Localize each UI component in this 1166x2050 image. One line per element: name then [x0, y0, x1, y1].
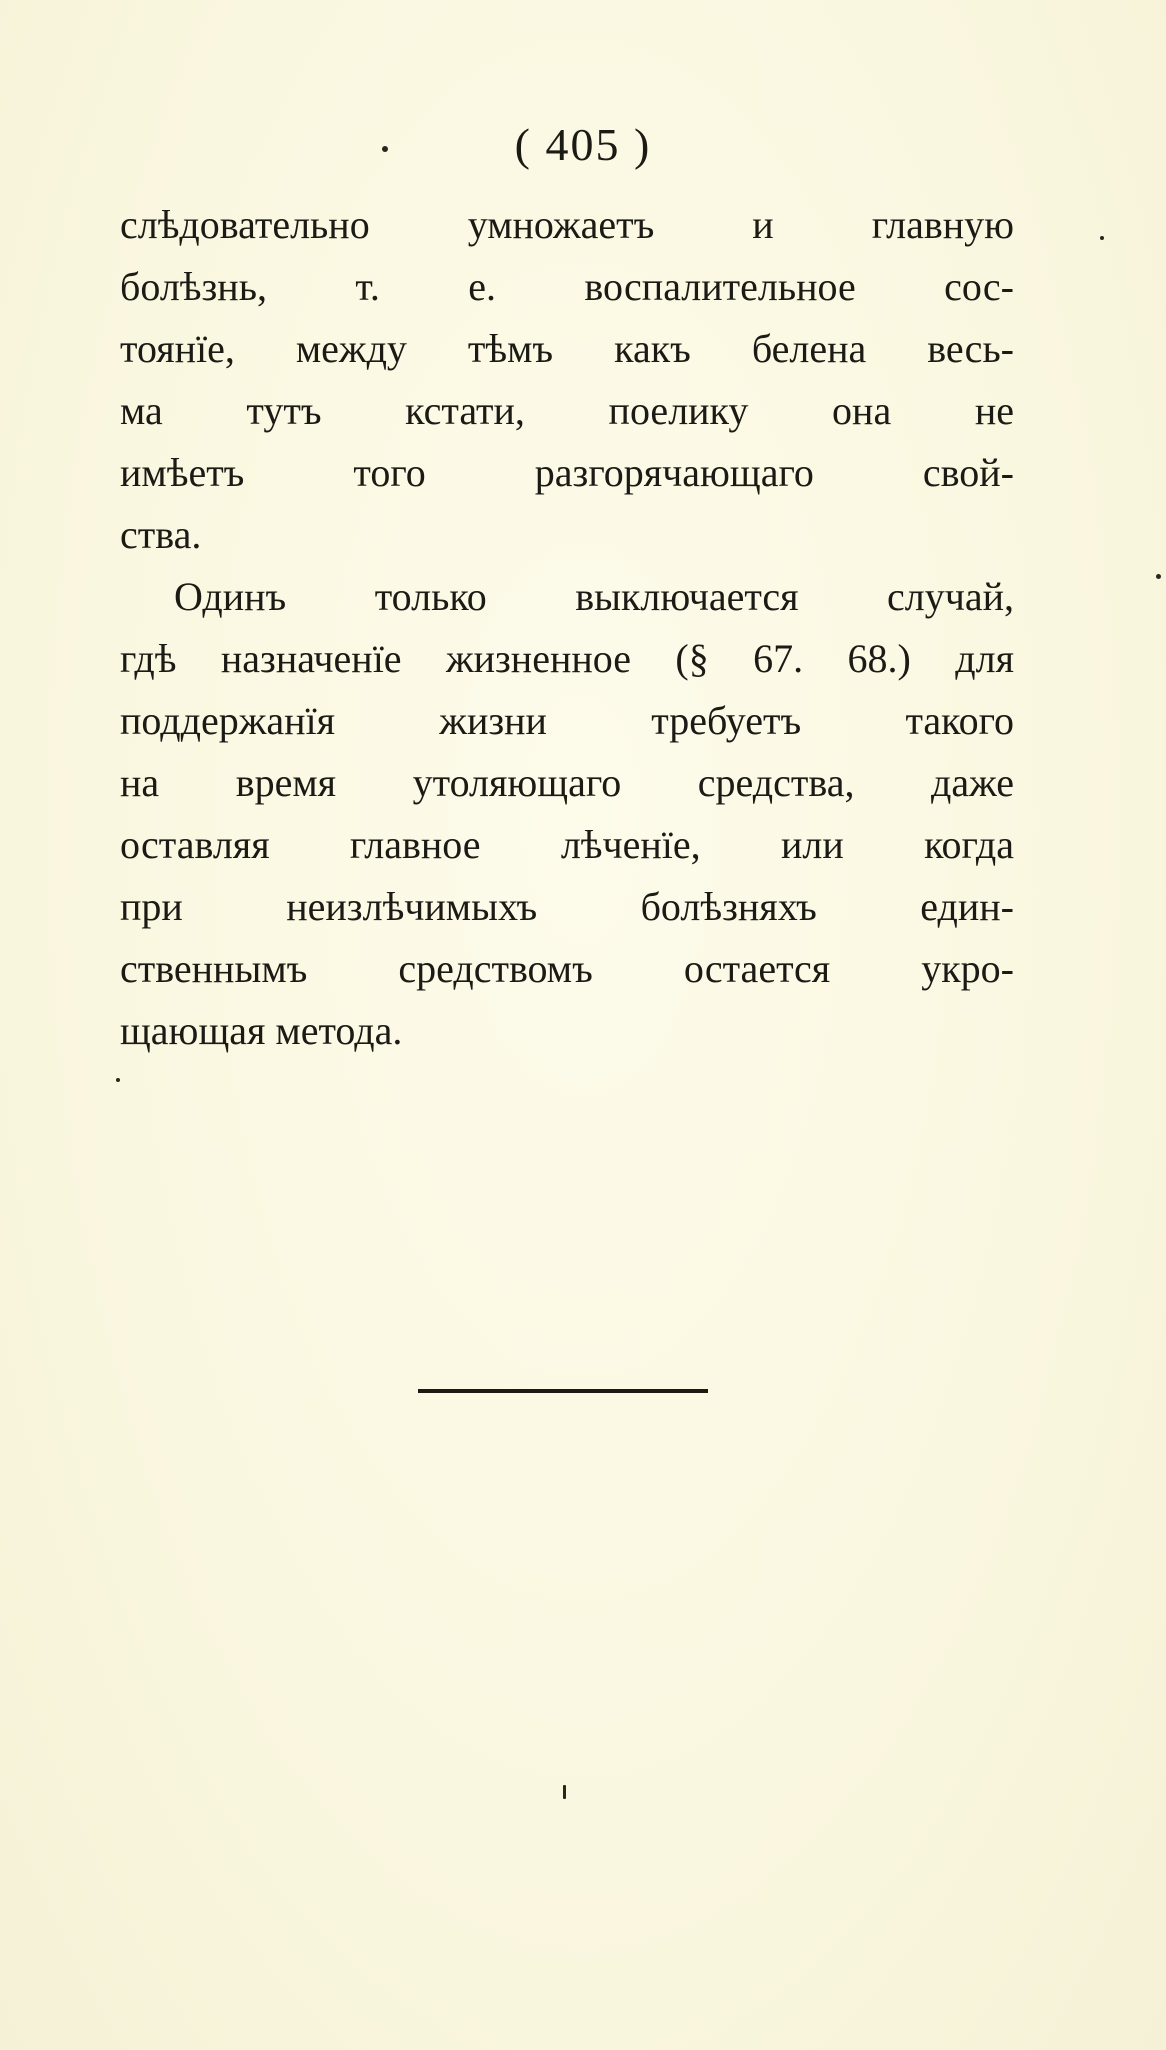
- text-line: ма тутъ кстати, поелику она не: [120, 388, 1014, 433]
- ink-speck: [382, 146, 388, 152]
- text-line: Одинъ только выключается случай,: [174, 574, 1014, 619]
- ink-speck: [1156, 574, 1161, 579]
- text-line: ства.: [120, 512, 202, 557]
- ink-speck: [1100, 236, 1104, 240]
- ink-speck: [116, 1078, 120, 1082]
- text-line: щающая метода.: [120, 1008, 403, 1053]
- ink-speck: [563, 1785, 566, 1799]
- page-number: ( 405 ): [514, 119, 652, 170]
- text-line: на время утоляющаго средства, даже: [120, 760, 1014, 805]
- text-line: гдѣ назначенїе жизненное (§ 67. 68.) для: [120, 636, 1014, 681]
- paragraph-1: [120, 194, 1014, 566]
- text-line: болѣзнь, т. е. воспалительное сос-: [120, 264, 1014, 309]
- text-line: слѣдовательно умножаетъ и главную: [120, 202, 1014, 247]
- text-line: поддержанїя жизни требуетъ такого: [120, 698, 1014, 743]
- text-line: оставляя главное лѣченїе, или когда: [120, 822, 1014, 867]
- section-divider-rule: [418, 1389, 708, 1393]
- text-line: при неизлѣчимыхъ болѣзняхъ един-: [120, 884, 1014, 929]
- text-line: имѣетъ того разгорячающаго свой-: [120, 450, 1014, 495]
- paragraph-2: [120, 566, 1014, 1062]
- text-line: тоянїе, между тѣмъ какъ белена весь-: [120, 326, 1014, 371]
- text-line: ственнымъ средствомъ остается укро-: [120, 946, 1014, 991]
